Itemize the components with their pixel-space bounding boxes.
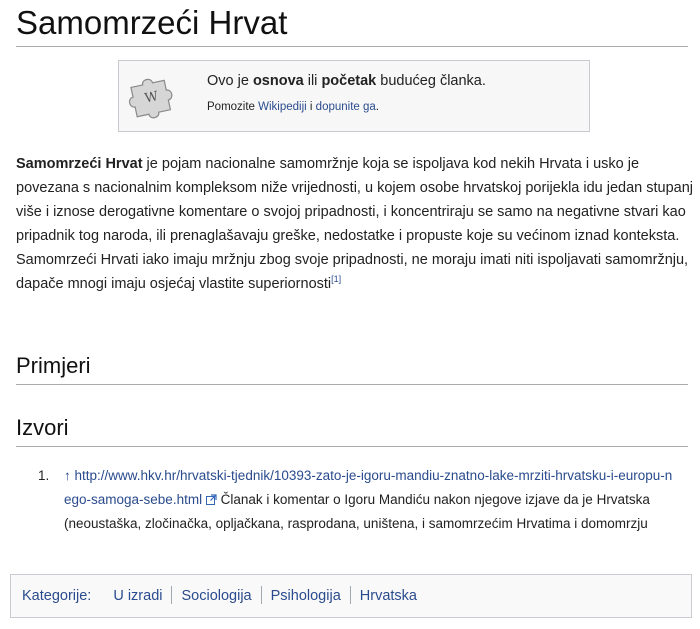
stub-notice-text: Ovo je osnova ili početak budućeg članka. — [207, 73, 486, 89]
wiki-puzzle-icon — [125, 69, 181, 121]
external-link-icon — [206, 494, 217, 505]
expand-article-link[interactable]: dopunite ga — [315, 101, 376, 113]
stub-help-text: Pomozite Wikipediji i dopunite ga. — [207, 101, 379, 113]
section-heading-sources: Izvori — [16, 414, 688, 447]
categories-label-link[interactable]: Kategorije: — [22, 588, 92, 604]
intro-paragraph — [16, 152, 696, 296]
intro-text: je pojam nacionalne samomržnje koja se ispoljava kod nekih Hrvata i usko je povezana s nacionalnim kompleksom niže vrijednosti, u kojem osobe hrvatskoj porijekla idu jedan stupanj više i iznose derogativne komentare o svojoj pripadnosti, i koncentriraju se samo na negativne stvari kao pripadnik tog naroda, ili prenaglašavaju greške, nedostatke i propuste koje su većinom iznad konteksta. Samomrzeći Hrvati iako imaju mržnju zbog svoje pripadnosti, ne moraju imati niti ispoljavati samomržnju, dapače mnogi imaju osjećaj vlastite superiornosti — [16, 156, 694, 292]
article-term: Samomrzeći Hrvat — [16, 156, 143, 172]
stub-notice-box — [118, 60, 590, 132]
category-link-u-izradi[interactable]: U izradi — [113, 588, 163, 604]
section-heading-examples: Primjeri — [16, 352, 688, 385]
wikipedia-link[interactable]: Wikipediji — [258, 101, 307, 113]
reference-number: 1. — [38, 468, 50, 483]
footnote-link[interactable]: [1] — [331, 274, 342, 285]
reference-url-link[interactable]: http://www.hkv.hr/hrvatski-tjednik/10393-zato-je-igoru-mandiu-znatno-lake-mrziti-hrvatsku-i-europu-nego-samoga-sebe.html — [64, 468, 673, 507]
reference-text: Članak i komentar o Igoru Mandiću nakon njegove izjave da je Hrvatska (neoustaška, zločinačka, opljačkana, rasprodana, uništena, i samomrzećim Hrvatima i domomrzju — [64, 492, 650, 531]
category-separator — [350, 586, 351, 604]
category-link-sociologija[interactable]: Sociologija — [181, 588, 252, 604]
reference-backlink[interactable]: ↑ — [64, 468, 71, 483]
category-link-psihologija[interactable]: Psihologija — [270, 588, 341, 604]
category-link-hrvatska[interactable]: Hrvatska — [359, 588, 417, 604]
category-box — [10, 574, 692, 618]
page-title: Samomrzeći Hrvat — [16, 4, 688, 47]
category-separator — [261, 586, 262, 604]
svg-text:W: W — [143, 89, 160, 107]
category-separator — [171, 586, 172, 604]
reference-item — [64, 464, 678, 536]
